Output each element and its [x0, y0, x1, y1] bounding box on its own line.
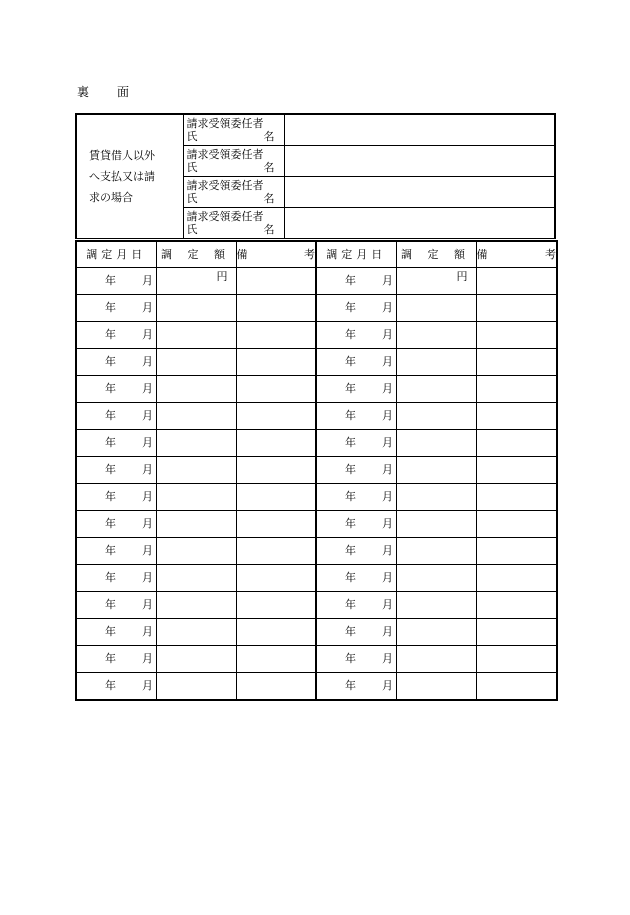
agent-section-label: [76, 114, 183, 239]
date-cell[interactable]: [76, 673, 156, 701]
note-cell[interactable]: [236, 619, 316, 646]
month-label: 月: [142, 679, 153, 692]
date-cell[interactable]: [316, 349, 396, 376]
year-label: 年: [105, 598, 116, 611]
table-row: [76, 322, 557, 349]
note-cell[interactable]: [236, 592, 316, 619]
month-label: 月: [142, 517, 153, 530]
year-label: 年: [345, 571, 356, 584]
amount-cell[interactable]: [396, 376, 476, 403]
header-note: 備 考: [236, 241, 316, 268]
year-label: 年: [105, 301, 116, 314]
date-cell[interactable]: [316, 322, 396, 349]
amount-cell[interactable]: [396, 646, 476, 673]
note-cell[interactable]: [236, 403, 316, 430]
year-label: 年: [345, 355, 356, 368]
date-cell[interactable]: [316, 268, 396, 295]
date-cell[interactable]: [76, 349, 156, 376]
assessment-table: [75, 240, 558, 701]
amount-cell[interactable]: [156, 322, 236, 349]
table-row: [76, 592, 557, 619]
month-label: 月: [142, 598, 153, 611]
year-label: 年: [345, 544, 356, 557]
date-cell[interactable]: [76, 511, 156, 538]
note-cell[interactable]: [476, 295, 557, 322]
note-cell[interactable]: [236, 538, 316, 565]
amount-cell[interactable]: [396, 565, 476, 592]
amount-cell[interactable]: [156, 295, 236, 322]
agent-section-label-line: へ支払又は請: [89, 170, 155, 183]
note-cell[interactable]: [476, 349, 557, 376]
table-row: [76, 646, 557, 673]
amount-cell[interactable]: [396, 673, 476, 701]
note-cell[interactable]: [236, 430, 316, 457]
yen-unit: 円: [456, 270, 468, 283]
month-label: 月: [142, 436, 153, 449]
note-cell[interactable]: [236, 376, 316, 403]
note-cell[interactable]: [476, 484, 557, 511]
year-label: 年: [105, 436, 116, 449]
date-cell[interactable]: [76, 565, 156, 592]
header-date: 調定月日: [76, 241, 156, 268]
note-cell[interactable]: [236, 565, 316, 592]
date-cell[interactable]: [316, 430, 396, 457]
date-cell[interactable]: [76, 295, 156, 322]
amount-cell[interactable]: [396, 619, 476, 646]
month-label: 月: [382, 463, 393, 476]
note-cell[interactable]: [476, 403, 557, 430]
date-cell[interactable]: [76, 592, 156, 619]
amount-cell[interactable]: [156, 430, 236, 457]
amount-cell[interactable]: [156, 376, 236, 403]
year-label: 年: [345, 409, 356, 422]
month-label: 月: [382, 625, 393, 638]
year-label: 年: [105, 679, 116, 692]
agent-name-label: 請求受領委任者 氏 名: [183, 208, 284, 239]
month-label: 月: [142, 328, 153, 341]
note-cell[interactable]: [236, 322, 316, 349]
note-cell[interactable]: [236, 349, 316, 376]
month-label: 月: [382, 652, 393, 665]
agent-section-label-line: 求の場合: [89, 191, 133, 204]
agent-info-table: [75, 113, 556, 239]
note-cell[interactable]: [476, 673, 557, 701]
header-amount: 調 定 額: [396, 241, 476, 268]
year-label: 年: [345, 625, 356, 638]
note-cell[interactable]: [476, 430, 557, 457]
table-row: [76, 430, 557, 457]
amount-cell[interactable]: [156, 565, 236, 592]
month-label: 月: [382, 544, 393, 557]
year-label: 年: [105, 490, 116, 503]
note-cell[interactable]: [476, 322, 557, 349]
amount-cell[interactable]: [156, 673, 236, 701]
year-label: 年: [345, 517, 356, 530]
month-label: 月: [382, 274, 393, 287]
month-label: 月: [382, 571, 393, 584]
date-cell[interactable]: [76, 646, 156, 673]
table-row: [76, 295, 557, 322]
amount-cell[interactable]: [396, 484, 476, 511]
note-cell[interactable]: [236, 673, 316, 701]
agent-name-field[interactable]: [284, 177, 555, 208]
note-cell[interactable]: [476, 538, 557, 565]
month-label: 月: [382, 301, 393, 314]
agent-name-label: 請求受領委任者 氏 名: [183, 146, 284, 177]
date-cell[interactable]: [316, 565, 396, 592]
year-label: 年: [105, 274, 116, 287]
amount-cell[interactable]: [396, 349, 476, 376]
date-cell[interactable]: [316, 403, 396, 430]
date-cell[interactable]: [76, 538, 156, 565]
amount-cell[interactable]: [396, 430, 476, 457]
year-label: 年: [345, 274, 356, 287]
table-row: [76, 268, 557, 295]
amount-cell[interactable]: [396, 295, 476, 322]
month-label: 月: [382, 382, 393, 395]
agent-name-field[interactable]: [284, 146, 555, 177]
amount-cell[interactable]: [156, 484, 236, 511]
amount-cell[interactable]: [396, 322, 476, 349]
amount-cell[interactable]: [156, 457, 236, 484]
month-label: 月: [382, 517, 393, 530]
yen-unit: 円: [216, 270, 228, 283]
month-label: 月: [382, 598, 393, 611]
month-label: 月: [382, 355, 393, 368]
month-label: 月: [142, 544, 153, 557]
month-label: 月: [382, 679, 393, 692]
note-cell[interactable]: [476, 268, 557, 295]
date-cell[interactable]: [76, 457, 156, 484]
amount-cell[interactable]: [156, 619, 236, 646]
note-cell[interactable]: [476, 646, 557, 673]
amount-cell[interactable]: [156, 592, 236, 619]
amount-cell[interactable]: [156, 349, 236, 376]
note-cell[interactable]: [236, 484, 316, 511]
date-cell[interactable]: [316, 592, 396, 619]
note-cell[interactable]: [236, 295, 316, 322]
month-label: 月: [382, 328, 393, 341]
table-row: [76, 538, 557, 565]
year-label: 年: [345, 382, 356, 395]
date-cell[interactable]: [76, 322, 156, 349]
amount-cell[interactable]: [396, 538, 476, 565]
year-label: 年: [345, 328, 356, 341]
date-cell[interactable]: [316, 376, 396, 403]
table-row: [76, 376, 557, 403]
agent-name-field[interactable]: [284, 208, 555, 239]
date-cell[interactable]: [76, 403, 156, 430]
note-cell[interactable]: [236, 457, 316, 484]
year-label: 年: [345, 679, 356, 692]
note-cell[interactable]: [476, 592, 557, 619]
header-amount: 調 定 額: [156, 241, 236, 268]
agent-section-label-line: 賃貸借人以外: [89, 149, 155, 162]
note-cell[interactable]: [236, 646, 316, 673]
year-label: 年: [105, 409, 116, 422]
amount-cell[interactable]: [396, 457, 476, 484]
agent-name-label: 請求受領委任者 氏 名: [183, 114, 284, 146]
month-label: 月: [382, 409, 393, 422]
year-label: 年: [105, 355, 116, 368]
year-label: 年: [105, 517, 116, 530]
year-label: 年: [345, 436, 356, 449]
amount-cell[interactable]: [396, 511, 476, 538]
year-label: 年: [345, 598, 356, 611]
agent-name-label: 請求受領委任者 氏 名: [183, 177, 284, 208]
year-label: 年: [105, 625, 116, 638]
header-date: 調定月日: [316, 241, 396, 268]
month-label: 月: [142, 274, 153, 287]
amount-cell[interactable]: [156, 511, 236, 538]
date-cell[interactable]: [316, 295, 396, 322]
header-note: 備 考: [476, 241, 557, 268]
month-label: 月: [142, 571, 153, 584]
amount-cell[interactable]: [156, 646, 236, 673]
table-row: [76, 484, 557, 511]
month-label: 月: [382, 490, 393, 503]
table-row: [76, 403, 557, 430]
date-cell[interactable]: [316, 511, 396, 538]
agent-name-field[interactable]: [284, 114, 555, 146]
table-row: [76, 619, 557, 646]
table-row: [76, 349, 557, 376]
year-label: 年: [345, 463, 356, 476]
page-title: 裏 面: [77, 85, 138, 99]
amount-cell[interactable]: [156, 403, 236, 430]
year-label: 年: [345, 301, 356, 314]
date-cell[interactable]: [76, 268, 156, 295]
year-label: 年: [105, 463, 116, 476]
month-label: 月: [142, 355, 153, 368]
note-cell[interactable]: [476, 565, 557, 592]
date-cell[interactable]: [316, 673, 396, 701]
amount-cell[interactable]: [396, 268, 476, 295]
year-label: 年: [345, 652, 356, 665]
year-label: 年: [345, 490, 356, 503]
note-cell[interactable]: [476, 511, 557, 538]
table-row: [76, 457, 557, 484]
note-cell[interactable]: [476, 457, 557, 484]
month-label: 月: [142, 301, 153, 314]
year-label: 年: [105, 652, 116, 665]
month-label: 月: [142, 490, 153, 503]
table-row: [76, 511, 557, 538]
date-cell[interactable]: [316, 484, 396, 511]
month-label: 月: [142, 382, 153, 395]
date-cell[interactable]: [76, 430, 156, 457]
date-cell[interactable]: [316, 619, 396, 646]
table-row: [76, 565, 557, 592]
month-label: 月: [382, 436, 393, 449]
amount-cell[interactable]: [156, 268, 236, 295]
month-label: 月: [142, 625, 153, 638]
year-label: 年: [105, 328, 116, 341]
year-label: 年: [105, 544, 116, 557]
note-cell[interactable]: [236, 511, 316, 538]
month-label: 月: [142, 409, 153, 422]
amount-cell[interactable]: [156, 538, 236, 565]
date-cell[interactable]: [76, 484, 156, 511]
date-cell[interactable]: [76, 619, 156, 646]
note-cell[interactable]: [476, 619, 557, 646]
date-cell[interactable]: [316, 646, 396, 673]
year-label: 年: [105, 571, 116, 584]
table-row: [76, 673, 557, 701]
amount-cell[interactable]: [396, 403, 476, 430]
note-cell[interactable]: [476, 376, 557, 403]
month-label: 月: [142, 463, 153, 476]
note-cell[interactable]: [236, 268, 316, 295]
date-cell[interactable]: [316, 457, 396, 484]
amount-cell[interactable]: [396, 592, 476, 619]
date-cell[interactable]: [76, 376, 156, 403]
date-cell[interactable]: [316, 538, 396, 565]
month-label: 月: [142, 652, 153, 665]
year-label: 年: [105, 382, 116, 395]
